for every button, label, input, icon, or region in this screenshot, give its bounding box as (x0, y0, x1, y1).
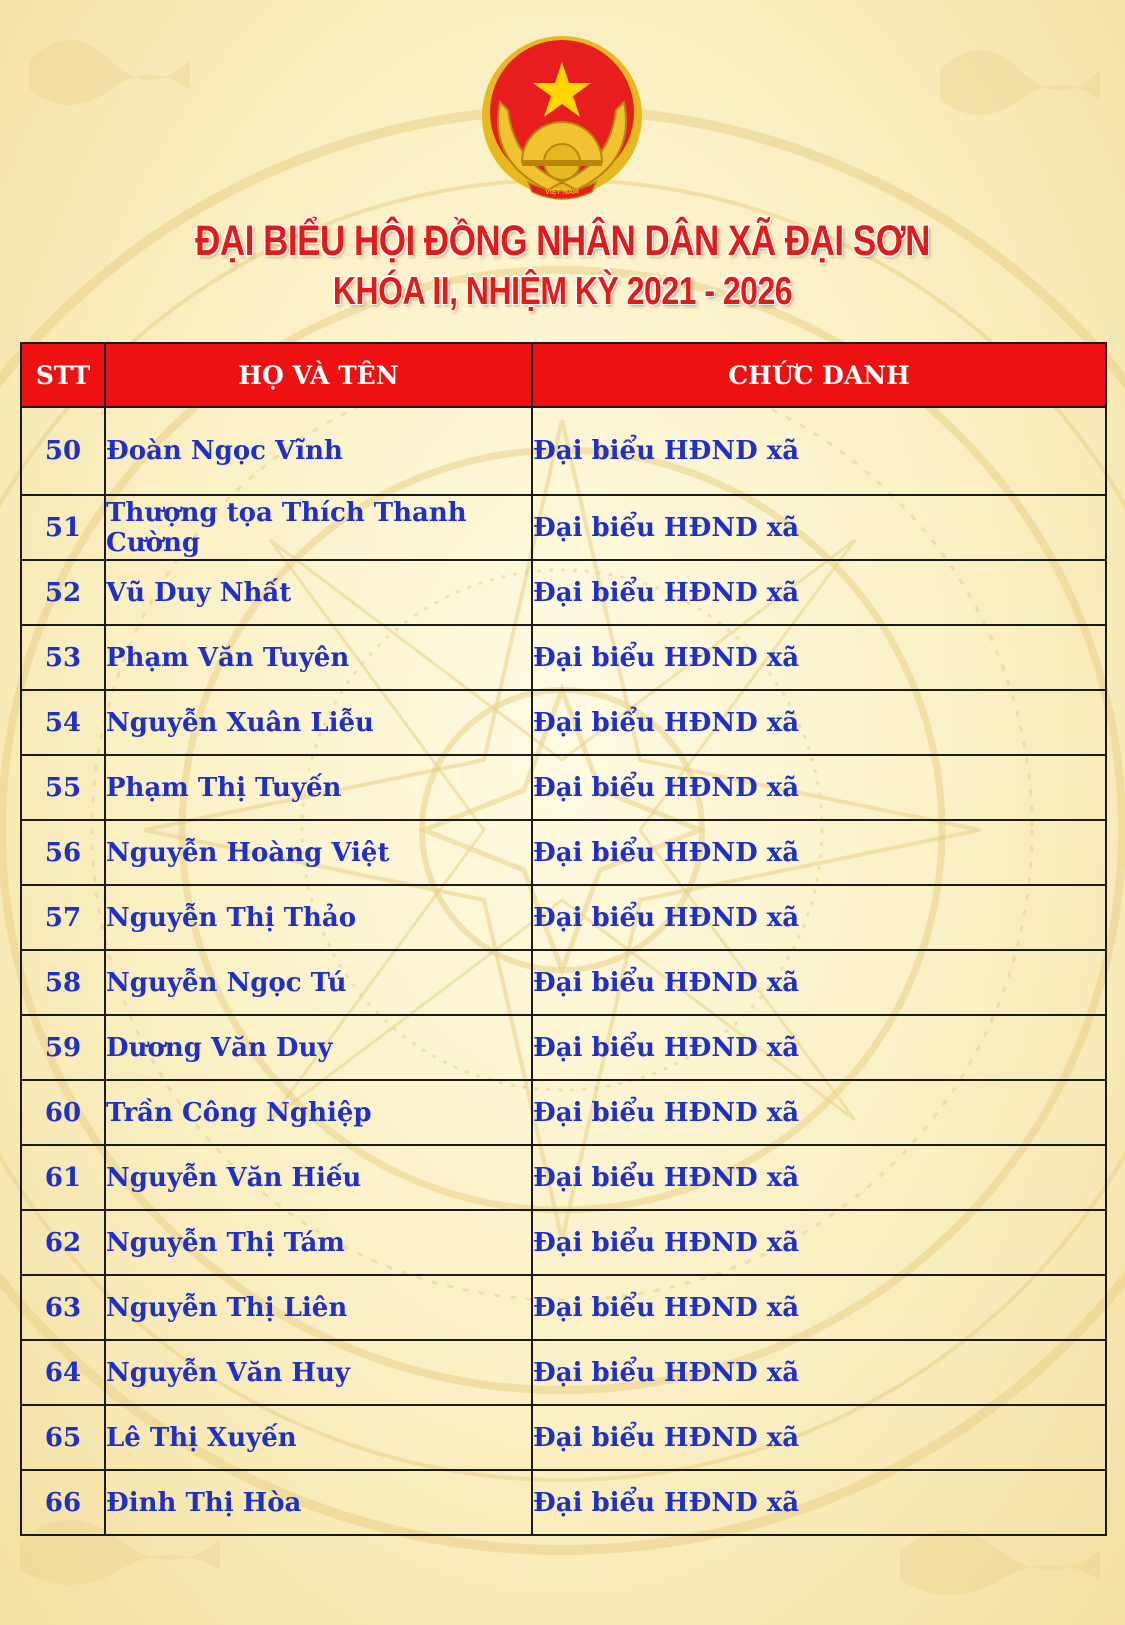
delegate-name: Nguyễn Thị Liên (105, 1275, 532, 1340)
title-line-2: KHÓA II, NHIỆM KỲ 2021 - 2026 (332, 268, 793, 313)
table-row (21, 625, 1106, 690)
delegate-name: Lê Thị Xuyến (105, 1405, 532, 1470)
table-row (21, 1405, 1106, 1470)
row-number: 50 (21, 407, 105, 495)
table-row (21, 1210, 1106, 1275)
table-row (21, 755, 1106, 820)
column-header-title: CHỨC DANH (532, 343, 1106, 407)
delegate-position: Đại biểu HĐND xã (532, 1080, 1106, 1145)
delegate-name: Đoàn Ngọc Vĩnh (105, 407, 532, 495)
vietnam-national-emblem-icon (478, 32, 646, 204)
table-body (21, 407, 1106, 1535)
table-row (21, 1145, 1106, 1210)
column-header-stt: STT (21, 343, 105, 407)
delegate-name: Dương Văn Duy (105, 1015, 532, 1080)
delegate-name: Thượng tọa Thích Thanh Cường (105, 495, 532, 560)
delegate-position: Đại biểu HĐND xã (532, 495, 1106, 560)
table-row (21, 1470, 1106, 1535)
emblem-ribbon-text: VIỆT NAM (545, 188, 579, 196)
row-number: 60 (21, 1080, 105, 1145)
table-row (21, 690, 1106, 755)
delegate-name: Phạm Thị Tuyến (105, 755, 532, 820)
delegate-position: Đại biểu HĐND xã (532, 1405, 1106, 1470)
delegate-position: Đại biểu HĐND xã (532, 755, 1106, 820)
row-number: 59 (21, 1015, 105, 1080)
delegate-name: Nguyễn Xuân Liễu (105, 690, 532, 755)
delegate-position: Đại biểu HĐND xã (532, 820, 1106, 885)
delegate-position: Đại biểu HĐND xã (532, 690, 1106, 755)
delegate-position: Đại biểu HĐND xã (532, 1210, 1106, 1275)
delegate-name: Nguyễn Hoàng Việt (105, 820, 532, 885)
row-number: 52 (21, 560, 105, 625)
delegate-name: Vũ Duy Nhất (105, 560, 532, 625)
delegate-position: Đại biểu HĐND xã (532, 1015, 1106, 1080)
row-number: 63 (21, 1275, 105, 1340)
row-number: 55 (21, 755, 105, 820)
delegate-name: Nguyễn Thị Thảo (105, 885, 532, 950)
row-number: 51 (21, 495, 105, 560)
table-row (21, 1275, 1106, 1340)
table-row (21, 1015, 1106, 1080)
row-number: 53 (21, 625, 105, 690)
row-number: 62 (21, 1210, 105, 1275)
title-line-1: ĐẠI BIỂU HỘI ĐỒNG NHÂN DÂN XÃ ĐẠI SƠN (195, 217, 930, 265)
row-number: 64 (21, 1340, 105, 1405)
page-title (0, 216, 1125, 314)
delegate-name: Đinh Thị Hòa (105, 1470, 532, 1535)
table-header-row (21, 343, 1106, 407)
row-number: 65 (21, 1405, 105, 1470)
table-row (21, 407, 1106, 495)
delegate-name: Trần Công Nghiệp (105, 1080, 532, 1145)
delegate-position: Đại biểu HĐND xã (532, 407, 1106, 495)
table-row (21, 495, 1106, 560)
delegate-position: Đại biểu HĐND xã (532, 950, 1106, 1015)
delegate-name: Nguyễn Ngọc Tú (105, 950, 532, 1015)
delegate-name: Nguyễn Văn Huy (105, 1340, 532, 1405)
column-header-name: HỌ VÀ TÊN (105, 343, 532, 407)
table-row (21, 1340, 1106, 1405)
delegate-name: Phạm Văn Tuyên (105, 625, 532, 690)
delegate-position: Đại biểu HĐND xã (532, 560, 1106, 625)
table-row (21, 885, 1106, 950)
delegate-position: Đại biểu HĐND xã (532, 1340, 1106, 1405)
row-number: 54 (21, 690, 105, 755)
row-number: 56 (21, 820, 105, 885)
row-number: 58 (21, 950, 105, 1015)
row-number: 61 (21, 1145, 105, 1210)
table-row (21, 950, 1106, 1015)
row-number: 66 (21, 1470, 105, 1535)
row-number: 57 (21, 885, 105, 950)
delegate-position: Đại biểu HĐND xã (532, 625, 1106, 690)
delegate-position: Đại biểu HĐND xã (532, 1470, 1106, 1535)
delegate-name: Nguyễn Thị Tám (105, 1210, 532, 1275)
delegate-position: Đại biểu HĐND xã (532, 1275, 1106, 1340)
table-row (21, 1080, 1106, 1145)
delegates-table (20, 342, 1107, 1536)
delegate-position: Đại biểu HĐND xã (532, 1145, 1106, 1210)
table-row (21, 820, 1106, 885)
delegate-position: Đại biểu HĐND xã (532, 885, 1106, 950)
table-row (21, 560, 1106, 625)
delegate-name: Nguyễn Văn Hiếu (105, 1145, 532, 1210)
